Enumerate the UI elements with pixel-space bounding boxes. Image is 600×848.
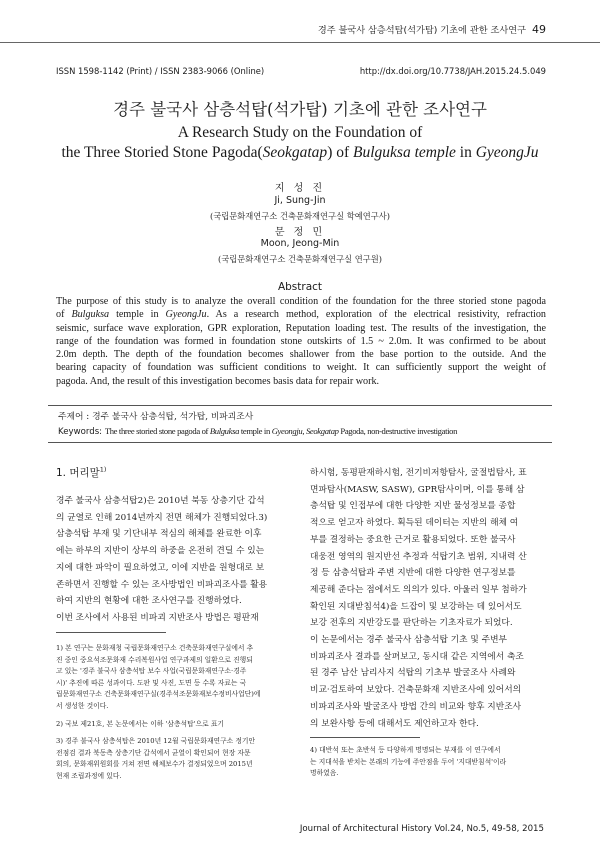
issn: ISSN 1598-1142 (Print) / ISSN 2383-9066 (Online) xyxy=(56,66,265,76)
author-1-english: Ji, Sung-Jin xyxy=(274,195,326,206)
page-number: 49 xyxy=(532,23,546,36)
footnote-line: 회의, 문화재위원회를 거쳐 전면 해체보수가 결정되었으며 2015년 xyxy=(56,760,253,769)
section-heading xyxy=(56,465,106,480)
abstract-line: bearing capacity of foundation was sufficient conditions to weight. It can sufficiently support the weight of xyxy=(56,362,546,374)
footnote-rule-left xyxy=(56,632,166,633)
footnote-line: 서 생성한 것이다. xyxy=(56,701,109,710)
body-line: 의 균열로 인해 2014년까지 전면 해체가 진행되었다.3) xyxy=(56,512,268,523)
keyword-italic: Gyeongju xyxy=(271,426,303,436)
body-line: 경주 불국사 삼층석탑2)은 2010년 북동 상층기단 갑석 xyxy=(56,496,265,506)
author-2-affiliation: (국립문화재연구소 건축문화재연구실 연구원) xyxy=(217,254,383,264)
author-1-korean: 지 성 진 xyxy=(274,183,326,194)
title-english-line1: A Research Study on the Foundation of xyxy=(177,124,423,141)
body-line: 지에 대한 파악이 필요하였고, 이에 지반을 원형대로 보 xyxy=(56,562,265,573)
footnote-line: 현재 조립과정에 있다. xyxy=(56,771,122,780)
keyword-italic: Seokgatap xyxy=(305,426,339,436)
abstract-part: temple in xyxy=(109,309,166,321)
footnote-line: 4) 대반석 또는 초반석 등 다양하게 명명되는 부재를 이 연구에서 xyxy=(310,746,501,754)
section-heading-text: 1. 머리말 xyxy=(56,467,100,479)
keyword-part: Pagoda, non-destructive investigation xyxy=(338,426,458,436)
body-line: 층석탑 및 인접부에 대한 다양한 지반 물성정보를 종합 xyxy=(310,501,516,512)
running-head xyxy=(318,22,546,36)
doi-link[interactable]: http://dx.doi.org/10.7738/JAH.2015.24.5.049 xyxy=(359,66,546,76)
body-line: 적으로 얻고자 하였다. 획득된 데이터는 지반의 해체 여 xyxy=(310,518,519,529)
body-line: 보강 전후의 지반강도를 판단하는 기초자료가 되었다. xyxy=(310,618,513,629)
body-line: 된 경주 남산 남리사지 석탑의 기초부 발굴조사 사례와 xyxy=(310,668,516,679)
keywords-korean-values: 경주 불국사 삼층석탑, 석가탑, 비파괴조사 xyxy=(92,412,254,422)
title-part: ) of xyxy=(327,144,354,161)
keywords-korean xyxy=(58,409,253,422)
body-line: 삼층석탑 부재 및 기단내부 적심의 해체를 완료한 이후 xyxy=(56,529,262,540)
keyword-italic: Bulguksa xyxy=(209,426,240,436)
footnote-line: 고 있는 '경주 불국사 삼층석탑 보수 사업(국립문화재연구소·경주 xyxy=(56,667,247,676)
footnote-line: 명하였음. xyxy=(310,769,339,778)
abstract-part: . As a research method, exploration of the electrical resistivity, refraction xyxy=(206,309,546,321)
running-head-title: 경주 불국사 삼층석탑(석가탑) 기초에 관한 조사연구 xyxy=(317,25,526,36)
body-line: 제공해 준다는 점에서도 의의가 있다. 아울러 일부 첨하가 xyxy=(310,584,527,595)
abstract-line: 2.0m depth. The depth of the foundation becomes shallower from the base portion to the outside. And the xyxy=(56,349,546,361)
keywords-english xyxy=(58,426,457,437)
body-line: 대웅전 영역의 원지반선 추정과 석탑기초 범위, 지내력 산 xyxy=(310,551,527,562)
footnote-line: 시)' 추진에 따른 성과이다. 도판 및 사진, 도면 등 수록 자료는 국 xyxy=(56,678,247,687)
title-italic-gyeongju: GyeongJu xyxy=(475,144,539,161)
body-line: 정 등 삼층석탑과 주변 지반에 대한 다양한 연구정보를 xyxy=(310,568,516,579)
title-italic-seokgatap: Seokgatap xyxy=(262,144,328,161)
body-line: 확인된 지대받침석4)을 드잡이 및 보강하는 데 있어서도 xyxy=(310,601,522,612)
keyword-part: , xyxy=(302,426,306,436)
abstract-body xyxy=(56,295,546,388)
keywords-english-values xyxy=(105,426,457,436)
abstract-italic: Bulguksa xyxy=(71,309,110,321)
abstract-heading: Abstract xyxy=(277,281,323,293)
body-line: 면파탐사(MASW, SASW), GPR탐사이며, 이를 통해 삼 xyxy=(310,484,525,495)
right-column-body xyxy=(310,465,552,732)
keywords-english-label: Keywords: xyxy=(58,427,105,437)
body-line: 의 보완사항 등에 대해서도 제언하고자 한다. xyxy=(310,718,479,729)
footnote-line: 전점검 결과 북동측 상층기단 갑석에서 균열이 확인되어 현장 자문 xyxy=(56,748,251,757)
abstract-line: seismic, surface wave exploration, GPR exploration, Reputation loading test. The results of the investigation, the xyxy=(56,322,546,334)
abstract-line xyxy=(56,308,546,321)
title-korean: 경주 불국사 삼층석탑(석가탑) 기초에 관한 조사연구 xyxy=(113,100,487,119)
footnote-line: 립문화재연구소 건축문화재연구실(경주석조문화재보수정비사업단)에 xyxy=(56,690,261,699)
footnote-line: 3) 경주 불국사 삼층석탑은 2010년 12월 국립문화재연구소 정기안 xyxy=(56,737,256,746)
author-1-affiliation: (국립문화재연구소 건축문화재연구실 학예연구사) xyxy=(209,211,391,221)
footnotes-right xyxy=(310,745,552,780)
footnote-line: 진 중인 중요석조문화재 수리복원사업 연구과제의 일환으로 진행되 xyxy=(56,655,253,664)
footnote-line: 2) 국보 제21호, 본 논문에서는 이하 '삼층석탑'으로 표기 xyxy=(56,719,224,728)
body-line: 에는 하부의 지반이 상부의 하중을 온전히 견딜 수 있는 xyxy=(56,546,265,557)
abstract-italic: GyeongJu xyxy=(165,309,207,321)
journal-footer: Journal of Architectural History Vol.24, No.5, 49-58, 2015 xyxy=(299,824,544,834)
footnote-line: 는 지대석을 받치는 본래의 기능에 주안점을 두어 '지대받침석'이라 xyxy=(310,757,507,766)
keywords-korean-label: 주제어 : xyxy=(58,412,93,422)
title-part: the Three Storied Stone Pagoda( xyxy=(61,144,263,161)
body-line: 부를 결정하는 중요한 근거로 활용되었다. 또한 불국사 xyxy=(310,534,516,545)
body-line: 비파괴조사와 발굴조사 방법 간의 비교와 향후 지반조사 xyxy=(310,701,522,712)
keyword-part: temple in xyxy=(239,426,272,436)
title-english-line2 xyxy=(0,144,600,162)
body-line: 비교·검토하여 보았다. 건축문화재 지반조사에 있어서의 xyxy=(310,685,522,696)
body-line: 이번 조사에서 사용된 비파괴 지반조사 방법은 평판재 xyxy=(56,612,259,623)
title-italic-bulguksa: Bulguksa temple xyxy=(353,144,456,161)
header-rule xyxy=(0,42,600,43)
footnote-ref[interactable]: 1) xyxy=(99,465,107,474)
footnote-rule-right xyxy=(310,737,420,738)
body-line: 이 논문에서는 경주 불국사 삼층석탑 기초 및 주변부 xyxy=(310,635,507,646)
body-line: 하여 지반의 현황에 대한 조사연구를 진행하였다. xyxy=(56,596,242,607)
abstract-part: of xyxy=(56,309,72,321)
body-line: 하시험, 동평판재하시험, 전기비저항탐사, 굴절법탐사, 표 xyxy=(310,468,527,478)
author-2-korean: 문 정 민 xyxy=(274,227,326,238)
title-part: in xyxy=(455,144,476,161)
body-line: 존하면서 진행할 수 있는 조사방법인 비파괴조사를 활용 xyxy=(56,579,268,590)
keyword-part: The three storied stone pagoda of xyxy=(104,426,210,436)
body-line: 비파괴조사 결과를 살펴보고, 동시대 같은 지역에서 축조 xyxy=(310,651,524,662)
left-column-body xyxy=(56,493,298,627)
abstract-line: The purpose of this study is to analyze the overall condition of the foundation for the three storied stone pagoda xyxy=(56,296,546,307)
footnotes-left xyxy=(56,643,298,783)
abstract-line: pagoda. And, the result of this investigation becomes basis data for repair work. xyxy=(56,375,380,387)
abstract-line: range of the foundation was formed in foundation stone outskirts of 1.5 ~ 2.0m. It was confirmed to be about xyxy=(56,335,546,347)
footnote-line: 1) 본 연구는 문화재청 국립문화재연구소 건축문화재연구실에서 추 xyxy=(56,644,254,652)
author-2-english: Moon, Jeong-Min xyxy=(260,238,340,249)
